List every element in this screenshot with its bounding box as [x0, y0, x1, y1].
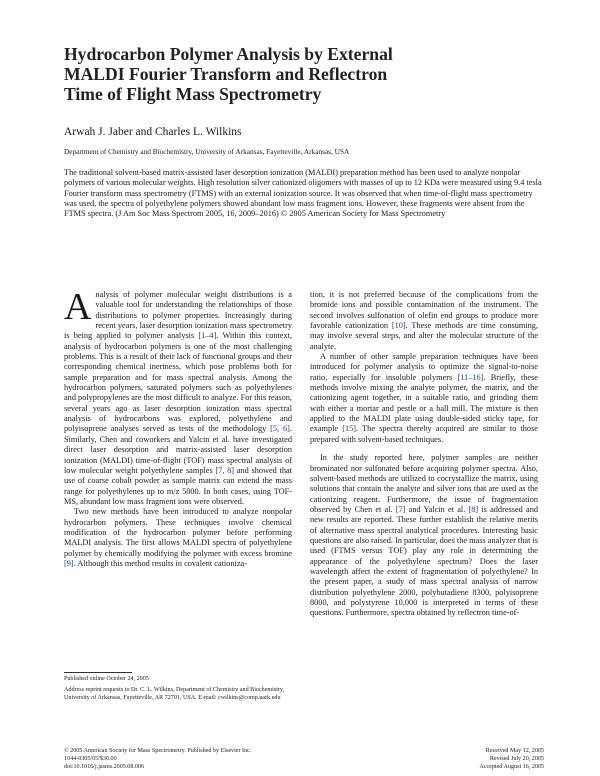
reference-link[interactable]: [9]	[64, 558, 74, 568]
copyright: © 2005 American Society for Mass Spectrometry. Published by Elsevier Inc.	[64, 748, 252, 754]
received-date: Received May 12, 2005	[485, 748, 544, 754]
text-run: A number of other sample preparation techniques have been introduced for polymer analysis to optimize the signal-to-noise ratio, especially for insoluble polymers	[310, 352, 538, 382]
text-run: . Within this context, analysis of hydrocarbon polymers is one of the most challenging problems. This is a result of their lack of functional groups and their corresponding chemical inertness, which pose problems both for sample preparation and for mass spectral analysis. Among the hydrocarbon polymers, saturated polymers such as polyethylenes and polypropylenes are the most difficult to analyze. For this reason, several years ago as laser desorption ionization mass spectral analysis of hydrocarbons was explored, polyethylene and polyisoprene analyses served as tests of the methodology	[64, 331, 293, 434]
text-run: Two new methods have been introduced to analyze nonpolar hydrocarbon polymers. These techniques involve chemical modification of the hydrocarbon polymer before performing MALDI analysis. The first allows MALDI spectra of polyethylene polymer by chemically modifying the polymer with excess bromine	[64, 507, 292, 558]
abstract-text: The traditional solvent-based matrix-assisted laser desorption ionization (MALDI) preparation method has been used to analyze nonpolar polymers of various molecular weights. High resolution silver cationized oligomers with masses of up to 12 KDa were measured using 9.4 tesla Fourier transform mass spectrometry (FTMS) with an external ionization source. It was observed that when time-of-flight mass spectrometry was used, the spectra of polyethylene polymers showed abundant low mass fragment ions. However, these fragments were absent from the FTMS spectra.	[64, 168, 542, 219]
text-run: . The spectra thereby acquired are similar to those prepared with solvent-based techniques.	[310, 424, 538, 444]
text-run: is addressed and new results are reported. These further establish the relative merits of alternative mass spectral analytical procedures. Interesting basic questions are also raised. In particular, does the mass analyzer that is used (FTMS versus TOF) play any role in determining the appearance of the polyethylene spectrum? Does the laser wavelength affect the extent of fragmentation of polyethylene? In the present paper, a study of mass spectral analysis of narrow distribution polyethylene 2000, polybutadiene 8300, polyisoprene 8000, and polystyrene 10,000 is interpreted in terms of these questions. Furthermore, spectra obtained by reflectron time-of-	[310, 504, 538, 618]
paragraph	[310, 453, 538, 619]
dates-block	[430, 748, 544, 771]
text-run: nalysis of polymer molecular weight distributions is a valuable tool for understanding the relationships of those distributions to polymer properties. Increasingly during recent years, laser desorption ionization mass spectrometry is being applied to polymer analysis	[64, 290, 292, 341]
reference-link[interactable]: [10]	[391, 321, 406, 331]
text-run: . Although this method results in covalent cationiza-	[73, 558, 247, 568]
text-run: . These methods are time consuming, may involve several steps, and alter the molecular structure of the analyte.	[310, 321, 538, 351]
body-column-right	[310, 290, 538, 619]
text-run: In the study reported here, polymer samples are neither brominated nor sulfonated before acquiring polymer spectra. Also, solvent-based methods are utilized to cocrystallize the matrix, using solutions that contain the analyte and silver ions that are used as the cationizing reagent. Furthermore, the issue of fragmentation observed by Chen et al.	[310, 453, 538, 514]
text-run: tion, it is not preferred because of the complications from the bromide ions and possible contamination of the instrument. The second involves sulfonation of olefin end groups to produce more favorable cationization	[310, 290, 538, 331]
title-line-2: MALDI Fourier Transform and Reflectron	[64, 64, 388, 84]
issn: 1044-0305/05/$30.00	[64, 755, 117, 762]
reference-link[interactable]: [7]	[395, 504, 406, 514]
paragraph	[310, 290, 538, 352]
body-column-left	[64, 286, 293, 569]
reference-link[interactable]: [5, 6]	[270, 424, 290, 434]
copyright-block	[64, 748, 251, 771]
title-line-3: Time of Flight Mass Spectrometry	[64, 84, 322, 104]
paragraph	[310, 352, 538, 445]
text-run: . Briefly, these methods involve mixing the analyte polymer, the matrix, and the cationizing agent together, in a suitable ratio, and grinding them with either a mortar and pestle or a ball mill. The mixture is then applied to the MALDI plate using double-sided sticky tape, for example	[310, 372, 538, 434]
abstract	[64, 168, 544, 219]
revised-date: Revised July 20, 2005	[489, 755, 544, 762]
doi: doi:10.1016/j.jasms.2005.08.006	[64, 763, 145, 770]
authors: Arwah J. Jaber and Charles L. Wilkins	[64, 126, 242, 138]
text-run: and showed that use of coarse cobalt powder as sample matrix can extend the mass range for polyethylenes up to m/z 5000. In both cases, using TOF-MS, abundant low mass fragment ions were observed.	[64, 465, 292, 506]
citation: (J Am Soc Mass Spectrom 2005, 16, 2009–2016) © 2005 American Society for Mass Spectrometry	[115, 209, 446, 219]
drop-cap: A	[64, 286, 92, 328]
reference-link[interactable]: [8]	[468, 504, 479, 514]
footnote-rule	[64, 672, 132, 673]
paragraph	[64, 286, 293, 507]
affiliation: Department of Chemistry and Biochemistry, University of Arkansas, Fayetteville, Arkansas, USA	[64, 147, 350, 156]
published-date: Published online October 24, 2005	[64, 676, 149, 682]
paragraph	[64, 507, 292, 569]
text-run: and Yalcin et al.	[405, 504, 469, 514]
reference-link[interactable]: [15]	[342, 424, 357, 434]
reference-link[interactable]: [1–4]	[198, 331, 217, 341]
correspondence-address: Address reprint requests to Dr. C. L. Wilkins, Department of Chemistry and Biochemistry, University of Arkansas, Fayetteville, AR 72701, USA. E-mail: cwilkins@comp.uark.edu	[64, 686, 285, 701]
text-run: . Similarly, Chen and coworkers and Yalcin et al. have investigated direct laser desorption and matrix-assisted laser desorption ionization (MALDI) time-of-flight (TOF) mass spectral analysis of low molecular weight polyethylene samples	[64, 424, 292, 475]
article-title	[64, 44, 484, 104]
reference-link[interactable]: [7, 8]	[215, 465, 235, 475]
footnotes	[64, 676, 292, 702]
title-line-1: Hydrocarbon Polymer Analysis by External	[64, 44, 393, 64]
reference-link[interactable]: [11–16]	[457, 372, 484, 382]
accepted-date: Accepted August 16, 2005	[479, 763, 544, 770]
